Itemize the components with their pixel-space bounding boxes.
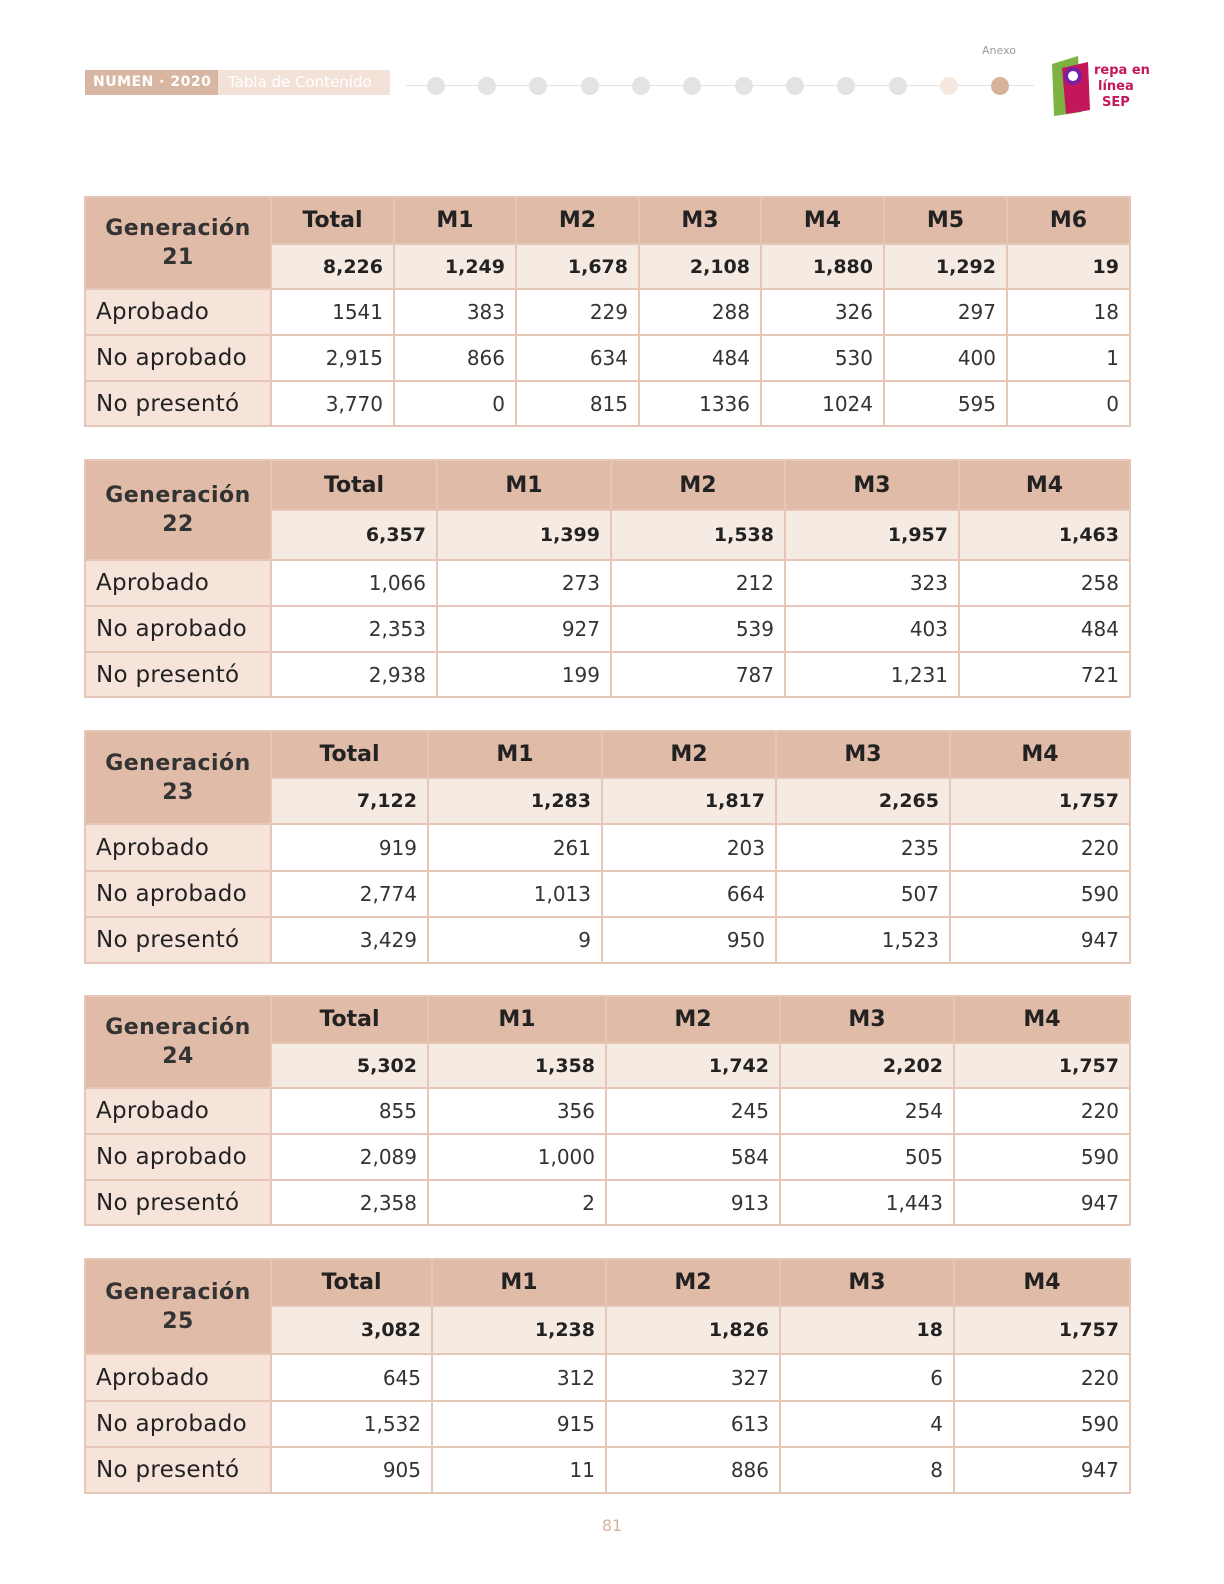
data-cell: 950: [602, 917, 776, 963]
column-header: M2: [516, 197, 639, 244]
data-cell: 254: [780, 1088, 954, 1134]
column-header: M4: [761, 197, 884, 244]
data-cell: 855: [271, 1088, 428, 1134]
column-header: M1: [394, 197, 516, 244]
prepa-en-linea-sep-logo: [1048, 54, 1150, 118]
data-cell: 1,532: [271, 1401, 432, 1447]
data-cell: 507: [776, 871, 950, 917]
total-cell: 1,678: [516, 244, 639, 289]
total-cell: 1,399: [437, 510, 611, 560]
section-dot-8[interactable]: [786, 77, 804, 95]
table-row: [85, 1401, 1130, 1447]
section-dot-7[interactable]: [735, 77, 753, 95]
data-cell: 0: [1007, 381, 1130, 426]
current-section-label: Anexo: [982, 44, 1016, 57]
section-dot-11[interactable]: [940, 77, 958, 95]
table-row: [85, 652, 1130, 697]
generation-23-table: [84, 730, 1131, 964]
total-cell: 1,757: [950, 778, 1130, 824]
data-cell: 505: [780, 1134, 954, 1180]
data-cell: 11: [432, 1447, 606, 1493]
column-header: M3: [639, 197, 761, 244]
table-row: [85, 1134, 1130, 1180]
table-row: [85, 1354, 1130, 1401]
column-header: Total: [271, 1259, 432, 1306]
generation-header: [85, 460, 271, 560]
column-header: M6: [1007, 197, 1130, 244]
column-header: M2: [606, 1259, 780, 1306]
data-cell: 787: [611, 652, 785, 697]
total-cell: 1,880: [761, 244, 884, 289]
data-cell: 1,443: [780, 1180, 954, 1225]
data-cell: 400: [884, 335, 1007, 381]
column-header: M1: [428, 996, 606, 1043]
section-dot-2[interactable]: [478, 77, 496, 95]
svg-text:repa en: repa en: [1094, 63, 1150, 78]
svg-text:línea: línea: [1098, 79, 1134, 94]
generation-25-table: [84, 1258, 1131, 1494]
data-cell: 312: [432, 1354, 606, 1401]
svg-text:SEP: SEP: [1102, 95, 1130, 110]
total-cell: 1,826: [606, 1306, 780, 1354]
data-cell: 2,089: [271, 1134, 428, 1180]
generation-number: 23: [162, 779, 194, 805]
data-cell: 1024: [761, 381, 884, 426]
data-cell: 590: [954, 1134, 1130, 1180]
column-header: M5: [884, 197, 1007, 244]
data-cell: 229: [516, 289, 639, 335]
column-header: M3: [785, 460, 959, 510]
total-cell: 8,226: [271, 244, 394, 289]
column-header: M2: [602, 731, 776, 778]
row-label: Aprobado: [85, 289, 271, 335]
column-header: M4: [950, 731, 1130, 778]
data-cell: 323: [785, 560, 959, 606]
data-cell: 915: [432, 1401, 606, 1447]
generation-number: 24: [162, 1044, 194, 1069]
data-cell: 590: [954, 1401, 1130, 1447]
section-dot-6[interactable]: [683, 77, 701, 95]
data-cell: 484: [959, 606, 1130, 652]
generation-label: Generación: [105, 483, 251, 508]
row-label: No presentó: [85, 917, 271, 963]
column-header: M4: [954, 996, 1130, 1043]
row-label: Aprobado: [85, 1354, 271, 1401]
generation-header: [85, 731, 271, 824]
total-cell: 1,538: [611, 510, 785, 560]
data-cell: 220: [950, 824, 1130, 871]
table-row: [85, 1180, 1130, 1225]
column-header: M3: [780, 996, 954, 1043]
data-cell: 1,231: [785, 652, 959, 697]
column-header: M2: [611, 460, 785, 510]
table-row: [85, 1088, 1130, 1134]
total-cell: 1,249: [394, 244, 516, 289]
total-cell: 18: [780, 1306, 954, 1354]
row-label: No presentó: [85, 652, 271, 697]
data-cell: 273: [437, 560, 611, 606]
row-label: Aprobado: [85, 560, 271, 606]
data-cell: 886: [606, 1447, 780, 1493]
total-cell: 3,082: [271, 1306, 432, 1354]
data-cell: 4: [780, 1401, 954, 1447]
section-dot-4[interactable]: [581, 77, 599, 95]
data-cell: 664: [602, 871, 776, 917]
row-label: No presentó: [85, 1180, 271, 1225]
data-cell: 1: [1007, 335, 1130, 381]
total-cell: 1,757: [954, 1306, 1130, 1354]
data-cell: 9: [428, 917, 602, 963]
data-cell: 288: [639, 289, 761, 335]
table-row: [85, 917, 1130, 963]
column-header: M3: [776, 731, 950, 778]
data-cell: 383: [394, 289, 516, 335]
generation-header: [85, 1259, 271, 1354]
total-cell: 1,358: [428, 1043, 606, 1088]
data-cell: 2,358: [271, 1180, 428, 1225]
column-header: Total: [271, 460, 437, 510]
data-cell: 1336: [639, 381, 761, 426]
generation-number: 21: [162, 245, 194, 270]
column-header: M4: [959, 460, 1130, 510]
row-label: Aprobado: [85, 824, 271, 871]
table-row: [85, 335, 1130, 381]
section-dot-1[interactable]: [427, 77, 445, 95]
table-row: [85, 381, 1130, 426]
generation-label: Generación: [105, 750, 251, 776]
section-dot-10[interactable]: [889, 77, 907, 95]
total-cell: 1,292: [884, 244, 1007, 289]
table-row: [85, 560, 1130, 606]
data-cell: 1,523: [776, 917, 950, 963]
generation-22-table: [84, 459, 1131, 698]
total-cell: 1,757: [954, 1043, 1130, 1088]
generation-label: Generación: [105, 1279, 251, 1305]
data-cell: 258: [959, 560, 1130, 606]
data-cell: 18: [1007, 289, 1130, 335]
data-cell: 235: [776, 824, 950, 871]
generation-number: 22: [162, 512, 194, 537]
total-cell: 6,357: [271, 510, 437, 560]
data-cell: 613: [606, 1401, 780, 1447]
data-cell: 2,938: [271, 652, 437, 697]
data-cell: 1541: [271, 289, 394, 335]
row-label: No presentó: [85, 1447, 271, 1493]
section-dot-9[interactable]: [837, 77, 855, 95]
data-cell: 530: [761, 335, 884, 381]
generation-header: [85, 996, 271, 1088]
row-label: No aprobado: [85, 871, 271, 917]
data-cell: 0: [394, 381, 516, 426]
generation-label: Generación: [105, 1015, 251, 1040]
data-cell: 595: [884, 381, 1007, 426]
row-label: No aprobado: [85, 1134, 271, 1180]
generation-header: [85, 197, 271, 289]
total-cell: 1,742: [606, 1043, 780, 1088]
section-dot-anexo-active[interactable]: [991, 77, 1009, 95]
data-cell: 947: [954, 1447, 1130, 1493]
column-header: Total: [271, 731, 428, 778]
data-cell: 913: [606, 1180, 780, 1225]
table-row: [85, 824, 1130, 871]
total-cell: 1,957: [785, 510, 959, 560]
table-row: [85, 289, 1130, 335]
table-row: [85, 606, 1130, 652]
data-cell: 3,770: [271, 381, 394, 426]
column-header: Total: [271, 996, 428, 1043]
table-row: [85, 1447, 1130, 1493]
section-dot-3[interactable]: [529, 77, 547, 95]
data-cell: 1,000: [428, 1134, 606, 1180]
generation-label: Generación: [105, 216, 251, 241]
data-cell: 645: [271, 1354, 432, 1401]
data-cell: 1,066: [271, 560, 437, 606]
total-cell: 19: [1007, 244, 1130, 289]
generation-21-table: [84, 196, 1131, 427]
data-cell: 245: [606, 1088, 780, 1134]
row-label: No aprobado: [85, 1401, 271, 1447]
table-row: [85, 871, 1130, 917]
total-cell: 2,265: [776, 778, 950, 824]
data-cell: 2,353: [271, 606, 437, 652]
data-cell: 721: [959, 652, 1130, 697]
data-cell: 261: [428, 824, 602, 871]
total-cell: 1,238: [432, 1306, 606, 1354]
data-cell: 327: [606, 1354, 780, 1401]
column-header: M4: [954, 1259, 1130, 1306]
data-cell: 220: [954, 1354, 1130, 1401]
data-cell: 2: [428, 1180, 606, 1225]
data-cell: 1,013: [428, 871, 602, 917]
data-cell: 584: [606, 1134, 780, 1180]
data-cell: 947: [954, 1180, 1130, 1225]
data-cell: 326: [761, 289, 884, 335]
generation-number: 25: [162, 1308, 194, 1334]
total-cell: 1,283: [428, 778, 602, 824]
data-cell: 199: [437, 652, 611, 697]
row-label: Aprobado: [85, 1088, 271, 1134]
data-cell: 947: [950, 917, 1130, 963]
data-cell: 634: [516, 335, 639, 381]
data-cell: 919: [271, 824, 428, 871]
data-cell: 484: [639, 335, 761, 381]
data-cell: 3,429: [271, 917, 428, 963]
total-cell: 7,122: [271, 778, 428, 824]
data-cell: 6: [780, 1354, 954, 1401]
page-header: [0, 0, 1224, 130]
data-cell: 866: [394, 335, 516, 381]
data-cell: 8: [780, 1447, 954, 1493]
data-cell: 905: [271, 1447, 432, 1493]
column-header: M1: [432, 1259, 606, 1306]
data-cell: 2,774: [271, 871, 428, 917]
row-label: No presentó: [85, 381, 271, 426]
data-cell: 203: [602, 824, 776, 871]
data-cell: 815: [516, 381, 639, 426]
column-header: M2: [606, 996, 780, 1043]
column-header: M3: [780, 1259, 954, 1306]
data-cell: 297: [884, 289, 1007, 335]
column-header: M1: [428, 731, 602, 778]
column-header: Total: [271, 197, 394, 244]
total-cell: 1,463: [959, 510, 1130, 560]
section-dot-5[interactable]: [632, 77, 650, 95]
generation-24-table: [84, 995, 1131, 1226]
data-cell: 220: [954, 1088, 1130, 1134]
total-cell: 1,817: [602, 778, 776, 824]
data-cell: 356: [428, 1088, 606, 1134]
data-cell: 539: [611, 606, 785, 652]
data-cell: 590: [950, 871, 1130, 917]
table-of-contents-link[interactable]: Tabla de Contenido: [218, 70, 390, 95]
publication-brand[interactable]: NUMEN · 2020: [85, 70, 219, 95]
data-cell: 2,915: [271, 335, 394, 381]
total-cell: 2,108: [639, 244, 761, 289]
column-header: M1: [437, 460, 611, 510]
row-label: No aprobado: [85, 606, 271, 652]
data-cell: 403: [785, 606, 959, 652]
total-cell: 5,302: [271, 1043, 428, 1088]
row-label: No aprobado: [85, 335, 271, 381]
page-number: 81: [601, 1516, 623, 1535]
data-cell: 212: [611, 560, 785, 606]
total-cell: 2,202: [780, 1043, 954, 1088]
data-cell: 927: [437, 606, 611, 652]
